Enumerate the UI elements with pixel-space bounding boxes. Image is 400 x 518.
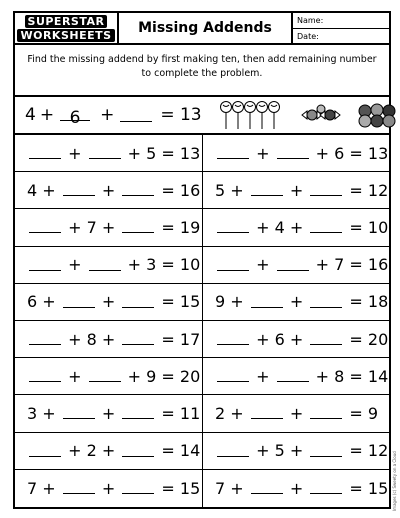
answer-blank[interactable] (63, 482, 95, 494)
answer-blank[interactable] (29, 221, 61, 233)
instructions-line-2: to complete the problem. (141, 68, 263, 79)
answer-blank[interactable] (310, 221, 342, 233)
answer-blank[interactable] (277, 147, 309, 159)
answer-blank[interactable] (310, 445, 342, 457)
problem-row (15, 135, 389, 172)
equation-text: + 9 = 20 (122, 366, 201, 386)
equation-text: = 15 (156, 478, 201, 498)
equation-text: + 4 + (251, 217, 309, 237)
equation-text: = 17 (156, 329, 201, 349)
answer-blank[interactable] (29, 147, 61, 159)
equation-text: + (251, 255, 275, 275)
example-result: = 13 (160, 105, 202, 125)
example-first-addend: 4 (25, 105, 36, 125)
equation-text: = 15 (344, 478, 389, 498)
problem-cell (15, 395, 202, 431)
problem-row (15, 470, 389, 507)
problem-cell (202, 358, 389, 394)
equation-text: = 12 (344, 180, 389, 200)
problem-cell (202, 470, 389, 507)
equation-text: + (96, 403, 121, 423)
equation-text: + 8 = 14 (310, 366, 389, 386)
answer-blank[interactable] (251, 184, 283, 196)
equation-text: 4 + (27, 180, 61, 200)
problem-cell (15, 358, 202, 394)
example-plus-2: + (100, 105, 115, 125)
problems-grid (13, 135, 391, 509)
answer-blank[interactable] (122, 445, 154, 457)
answer-blank[interactable] (310, 296, 342, 308)
answer-blank[interactable] (63, 407, 95, 419)
answer-blank[interactable] (122, 482, 154, 494)
example-equation (15, 105, 202, 128)
equation-text: = 19 (156, 217, 201, 237)
problem-cell (202, 209, 389, 245)
worksheet (13, 11, 397, 511)
answer-blank[interactable] (89, 147, 121, 159)
answer-blank[interactable] (29, 370, 61, 382)
problem-row (15, 284, 389, 321)
answer-blank[interactable] (89, 259, 121, 271)
problem-cell (15, 247, 202, 283)
answer-blank[interactable] (29, 445, 61, 457)
answer-blank[interactable] (310, 333, 342, 345)
problem-cell (202, 172, 389, 208)
logo-line-2: WORKSHEETS (17, 29, 114, 42)
problem-cell (15, 209, 202, 245)
answer-blank[interactable] (217, 221, 249, 233)
equation-text: = 11 (156, 403, 201, 423)
equation-text: + 5 + (251, 441, 309, 461)
problem-cell (202, 284, 389, 320)
example-plus-1: + (39, 105, 55, 125)
equation-text: + (96, 180, 121, 200)
equation-text: + (284, 403, 309, 423)
lollipops-icon (220, 100, 284, 130)
problem-row (15, 395, 389, 432)
answer-blank[interactable] (251, 482, 283, 494)
worksheet-header (13, 11, 391, 45)
equation-text: + (284, 292, 309, 312)
worksheet-title: Missing Addends (119, 13, 293, 43)
answer-blank[interactable] (63, 296, 95, 308)
answer-blank[interactable] (29, 333, 61, 345)
equation-text: 7 + (215, 478, 249, 498)
problem-cell (202, 395, 389, 431)
answer-blank[interactable] (217, 333, 249, 345)
answer-blank[interactable] (310, 184, 342, 196)
answer-blank[interactable] (310, 407, 342, 419)
equation-text: = 20 (344, 329, 389, 349)
answer-blank[interactable] (251, 296, 283, 308)
equation-text: 9 + (215, 292, 249, 312)
equation-text: = 9 (344, 403, 379, 423)
problem-row (15, 247, 389, 284)
equation-text: + 3 = 10 (122, 255, 201, 275)
problem-cell (202, 321, 389, 357)
answer-blank[interactable] (89, 370, 121, 382)
problem-cell (202, 247, 389, 283)
problem-cell (15, 433, 202, 469)
equation-text: = 15 (156, 292, 201, 312)
answer-blank[interactable] (122, 296, 154, 308)
equation-text: + 6 = 13 (310, 143, 389, 163)
equation-text: + (63, 255, 87, 275)
equation-text: 3 + (27, 403, 61, 423)
equation-text: = 10 (344, 217, 389, 237)
equation-text: + (284, 478, 309, 498)
equation-text: = 12 (344, 441, 389, 461)
answer-blank[interactable] (251, 407, 283, 419)
problem-cell (202, 433, 389, 469)
problem-cell (15, 470, 202, 507)
problem-cell (15, 284, 202, 320)
equation-text: = 14 (156, 441, 201, 461)
example-blank (120, 108, 152, 122)
problem-row (15, 209, 389, 246)
instructions-line-1: Find the missing addend by first making ten, then add remaining number (27, 54, 377, 65)
equation-text: + 8 + (63, 329, 121, 349)
name-field[interactable]: Name: (297, 16, 324, 25)
equation-text: + (63, 143, 87, 163)
equation-text: + (251, 143, 275, 163)
logo-line-1: SUPERSTAR (25, 15, 108, 28)
example-problem (13, 95, 391, 135)
answer-blank[interactable] (122, 407, 154, 419)
answer-blank[interactable] (217, 445, 249, 457)
problem-row (15, 433, 389, 470)
equation-text: + 6 + (251, 329, 309, 349)
equation-text: + (284, 180, 309, 200)
name-date-box (293, 13, 389, 43)
date-field[interactable]: Date: (293, 28, 389, 44)
wrapped-candies-icon (300, 103, 344, 127)
equation-text: 7 + (27, 478, 61, 498)
answer-blank[interactable] (217, 147, 249, 159)
answer-blank[interactable] (217, 259, 249, 271)
example-answer: 6 (60, 109, 90, 121)
equation-text: = 16 (156, 180, 201, 200)
problem-row (15, 172, 389, 209)
example-pictures (220, 100, 398, 130)
answer-blank[interactable] (122, 333, 154, 345)
answer-blank[interactable] (29, 259, 61, 271)
equation-text: 6 + (27, 292, 61, 312)
image-credit: Images (c) Sweety on a Cloud (392, 451, 397, 511)
problem-cell (202, 135, 389, 171)
answer-blank[interactable] (277, 259, 309, 271)
equation-text: 5 + (215, 180, 249, 200)
problem-row (15, 321, 389, 358)
problem-cell (15, 135, 202, 171)
answer-blank[interactable] (310, 482, 342, 494)
answer-blank[interactable] (63, 184, 95, 196)
equation-text: + 7 + (63, 217, 121, 237)
equation-text: 2 + (215, 403, 249, 423)
equation-text: + (96, 292, 121, 312)
equation-text: + (251, 366, 275, 386)
superstar-worksheets-logo (15, 13, 119, 43)
problem-cell (15, 172, 202, 208)
equation-text: + (63, 366, 87, 386)
problem-cell (15, 321, 202, 357)
equation-text: + 7 = 16 (310, 255, 389, 275)
answer-blank[interactable] (217, 370, 249, 382)
problem-row (15, 358, 389, 395)
equation-text: = 18 (344, 292, 389, 312)
equation-text: + 5 = 13 (122, 143, 201, 163)
answer-blank[interactable] (277, 370, 309, 382)
answer-blank[interactable] (122, 184, 154, 196)
equation-text: + (96, 478, 121, 498)
answer-blank[interactable] (122, 221, 154, 233)
equation-text: + 2 + (63, 441, 121, 461)
candy-pile-icon (356, 102, 398, 128)
instructions (13, 45, 391, 95)
